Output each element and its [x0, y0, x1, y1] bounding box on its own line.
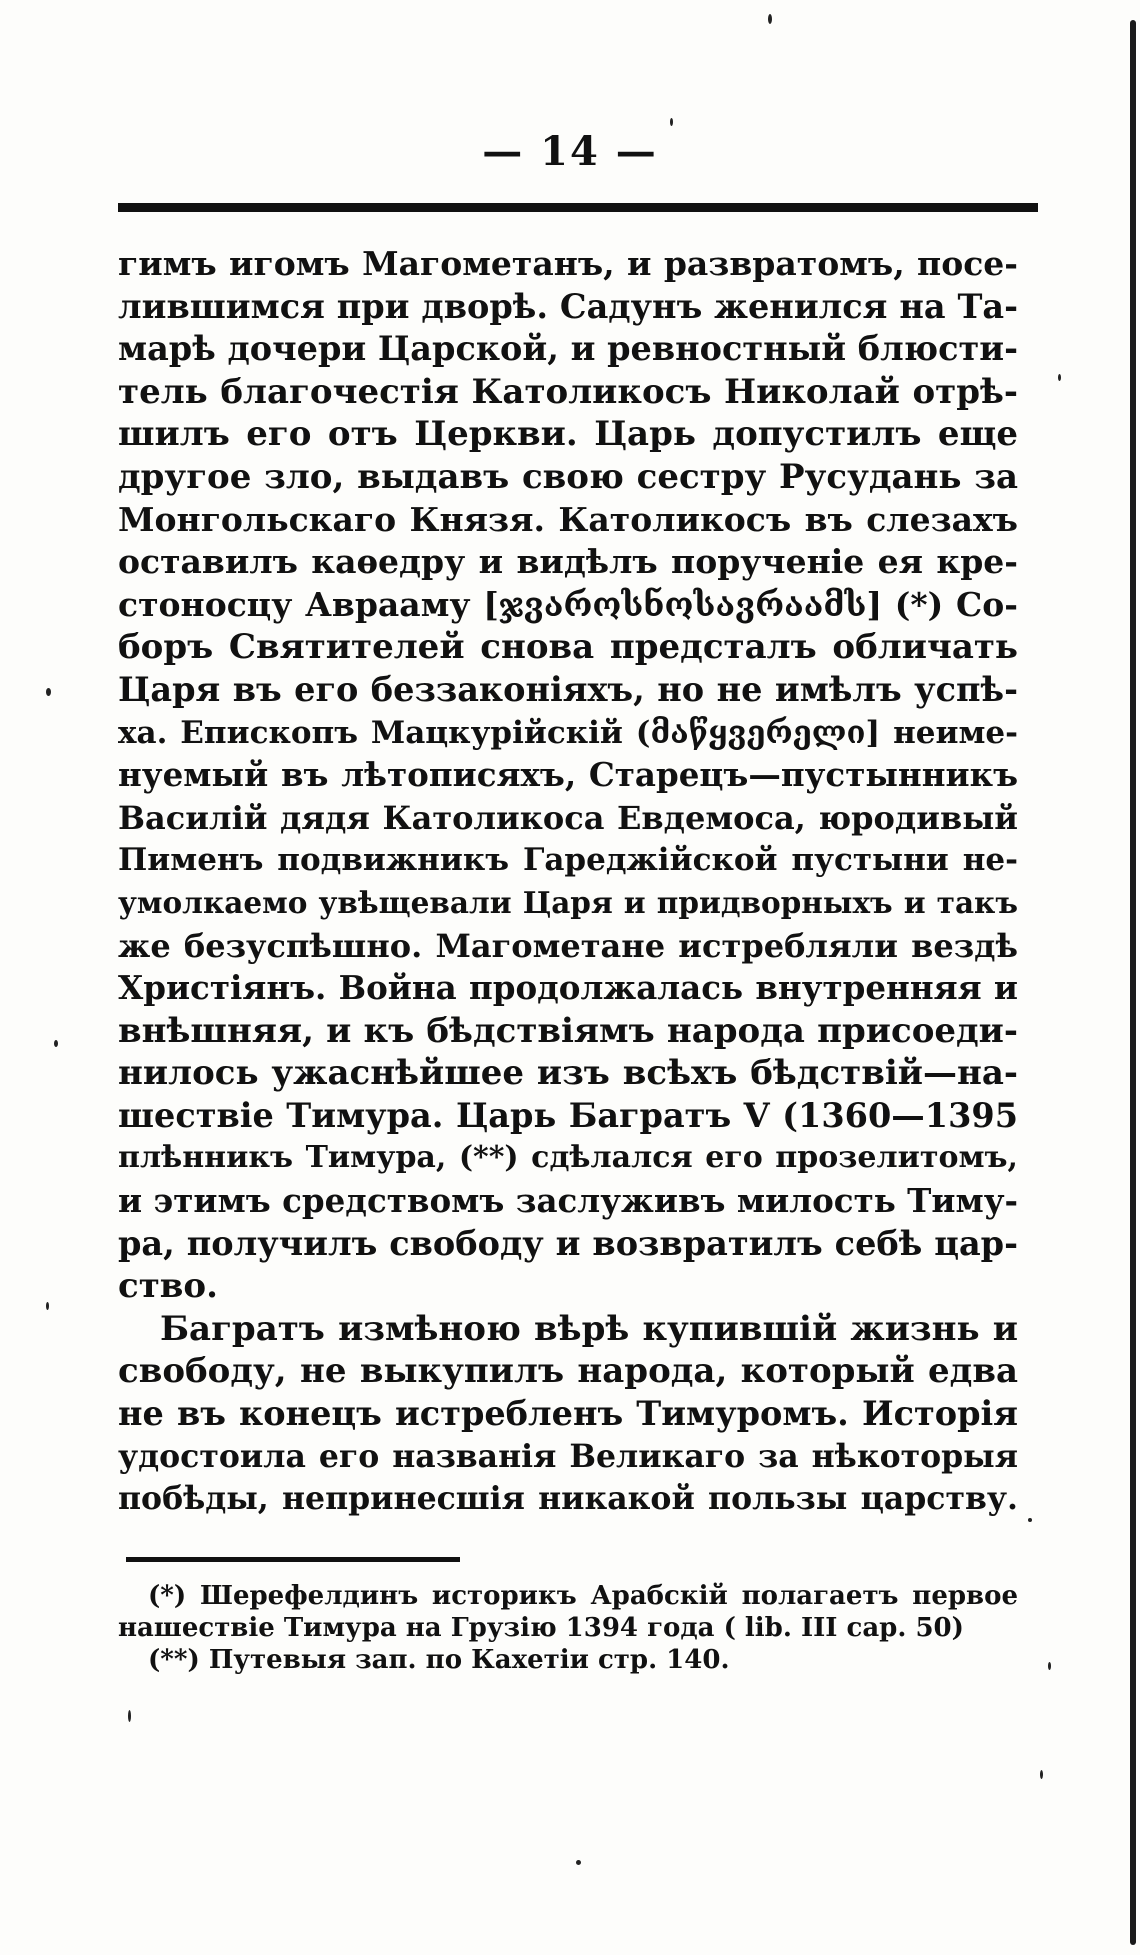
scan-speck	[46, 1302, 49, 1310]
text-line: боръ Святителей снова предсталъ обличать	[118, 627, 1018, 668]
scan-speck	[768, 14, 772, 24]
text-line: ха. Епископъ Мацкурійскій (მაწყვერელი] неиме-	[118, 714, 1018, 751]
text-line: шествіе Тимура. Царь Багратъ V (1360—1395	[118, 1095, 1018, 1135]
text-line: свободу, не выкупилъ народа, который едва	[118, 1351, 1018, 1392]
text-line: побѣды, непринесшія никакой пользы царству.	[118, 1480, 1018, 1518]
text-line: нилось ужаснѣйшее изъ всѣхъ бѣдствій—на-	[118, 1053, 1018, 1094]
text-line: и этимъ средствомъ заслуживъ милость Тиму-	[118, 1181, 1018, 1221]
footnote-1-continued: нашествіе Тимура на Грузію 1394 года ( lib. III cap. 50)	[118, 1613, 964, 1643]
footnotes	[118, 1580, 1018, 1676]
paragraph-end-line: ство.	[118, 1266, 218, 1307]
text-line: плѣнникъ Тимура, (**) сдѣлался его прозелитомъ,	[118, 1140, 1018, 1176]
text-line: же безуспѣшно. Магометане истребляли вездѣ	[118, 926, 1018, 965]
text-line: умолкаемо увѣщевали Царя и придворныхъ и такъ	[118, 884, 1018, 920]
scan-speck	[576, 1860, 581, 1865]
text-line: стоносцу Аврааму [ჯვაროსნოსავრაამს] (*) Со-	[118, 584, 1018, 624]
text-line: шилъ его отъ Церкви. Царь допустилъ еще	[118, 414, 1018, 455]
body-text	[118, 243, 1018, 1521]
scan-speck	[128, 1710, 131, 1722]
text-line: нуемый въ лѣтописяхъ, Старецъ—пустынникъ	[118, 755, 1018, 795]
text-line: ра, получилъ свободу и возвратилъ себѣ цар-	[118, 1223, 1018, 1263]
text-line: Царя въ его беззаконіяхъ, но не имѣлъ успѣ-	[118, 669, 1018, 709]
text-line: Монгольскаго Князя. Католикосъ въ слезахъ	[118, 499, 1018, 539]
text-line: Пименъ подвижникъ Гареджійской пустыни не-	[118, 842, 1018, 879]
text-line: Христіянъ. Война продолжалась внутренняя и	[118, 968, 1018, 1008]
footnote-rule	[126, 1557, 460, 1562]
footnote-1: (*) Шерефелдинъ историкъ Арабскій полагаетъ первое	[148, 1581, 1018, 1611]
text-line: Василій дядя Католикоса Евдемоса, юродивый	[118, 798, 1018, 837]
scan-speck	[1058, 374, 1061, 381]
scan-speck	[1028, 1518, 1032, 1522]
text-line: внѣшняя, и къ бѣдствіямъ народа присоеди-	[118, 1010, 1018, 1051]
text-line: оставилъ каѳедру и видѣлъ порученіе ея кре-	[118, 542, 1018, 582]
scan-speck	[46, 688, 51, 696]
scan-speck	[1040, 1770, 1043, 1779]
page-edge-shadow	[1130, 20, 1136, 1945]
scan-speck	[1048, 1662, 1051, 1670]
text-line: удостоила его названія Великаго за нѣкоторыя	[118, 1437, 1018, 1475]
text-line: лившимся при дворѣ. Садунъ женился на Та-	[118, 286, 1018, 326]
paragraph-start-line: Багратъ измѣною вѣрѣ купившій жизнь и	[160, 1308, 1018, 1349]
text-line: не въ конецъ истребленъ Тимуромъ. Исторія	[118, 1394, 1018, 1434]
header-rule	[118, 203, 1038, 212]
text-line: тель благочестія Католикосъ Николай отрѣ-	[118, 371, 1018, 412]
text-line: марѣ дочери Царской, и ревностный блюсти-	[118, 329, 1018, 369]
text-line: гимъ игомъ Магометанъ, и развратомъ, посе-	[118, 244, 1018, 283]
scan-speck	[670, 118, 673, 126]
footnote-2: (**) Путевыя зап. по Кахетіи стр. 140.	[148, 1645, 730, 1675]
page-number: — 14 —	[482, 128, 658, 175]
text-line: другое зло, выдавъ свою сестру Русудань за	[118, 456, 1018, 497]
scan-speck	[54, 1040, 58, 1047]
